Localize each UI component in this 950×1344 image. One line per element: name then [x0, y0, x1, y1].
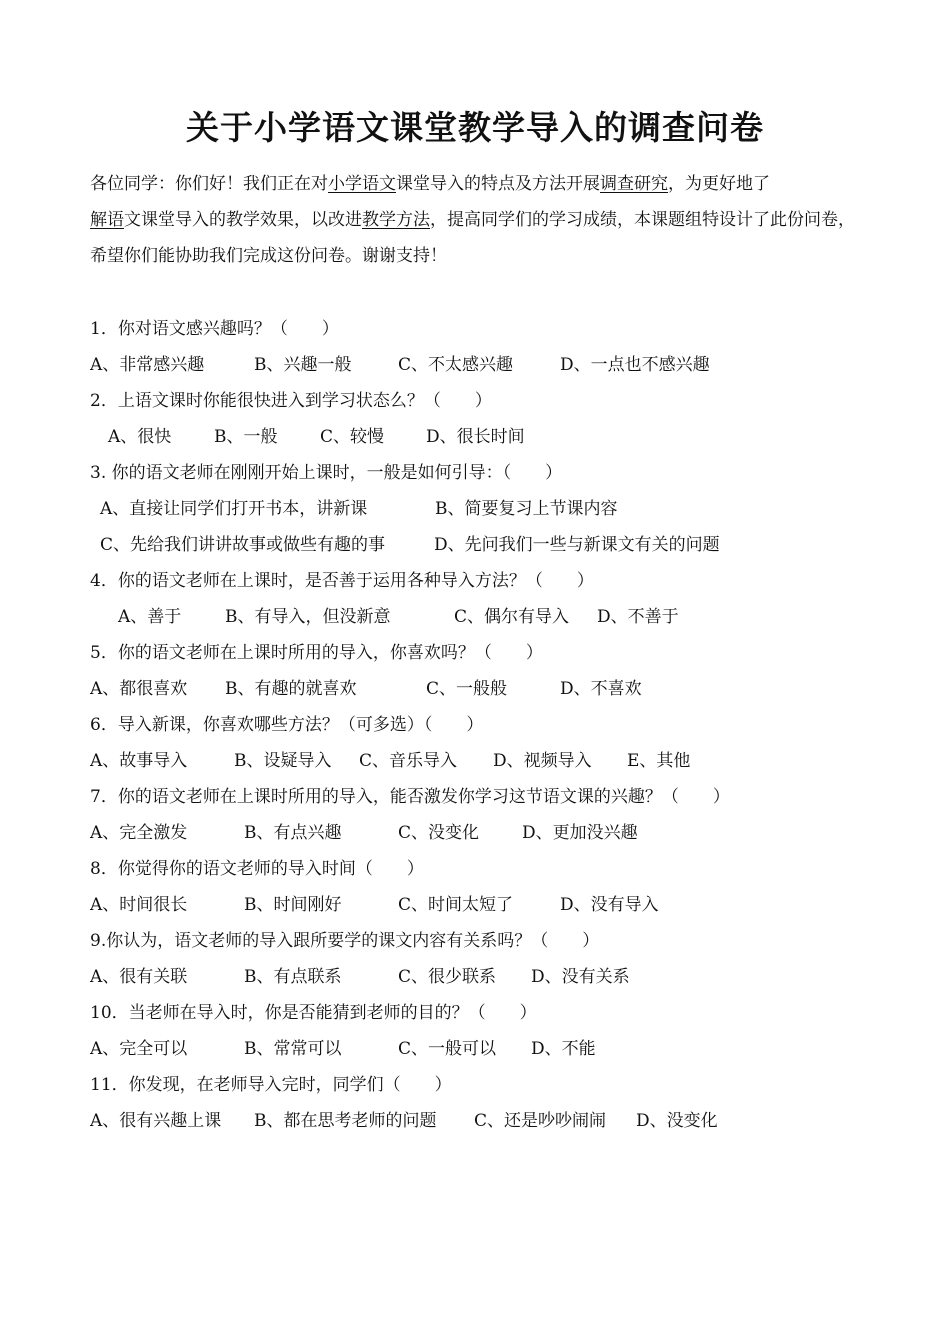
- option-b: B、有趣的就喜欢: [225, 679, 357, 699]
- option-c: C、没变化: [398, 823, 480, 843]
- intro-underlined-term: 教学方法: [362, 210, 430, 230]
- option-c: C、很少联系: [398, 967, 497, 987]
- option-a: A、非常感兴趣: [90, 355, 205, 375]
- question-5-options: [0, 671, 950, 707]
- question-5: 5．你的语文老师在上课时所用的导入，你喜欢吗？（ ）: [90, 643, 543, 663]
- option-d: D、不能: [531, 1039, 596, 1059]
- question-9-options: [0, 959, 950, 995]
- question-3: 3. 你的语文老师在刚刚开始上课时，一般是如何引导：（ ）: [90, 463, 563, 483]
- option-a: A、都很喜欢: [90, 679, 188, 699]
- question-10-options: [0, 1031, 950, 1067]
- intro-paragraph: [90, 166, 860, 274]
- option-c: C、一般般: [426, 679, 508, 699]
- question-10: 10．当老师在导入时，你是否能猜到老师的目的？（ ）: [90, 1003, 537, 1023]
- option-b: B、常常可以: [244, 1039, 342, 1059]
- option-d: D、更加没兴趣: [522, 823, 638, 843]
- option-d: D、没变化: [636, 1111, 718, 1131]
- option-d: D、很长时间: [426, 427, 525, 447]
- intro-underlined-term: 调查研究: [600, 174, 668, 194]
- intro-text: ，为更好地了: [668, 174, 770, 194]
- option-b: B、兴趣一般: [254, 355, 352, 375]
- option-d: D、不善于: [597, 607, 679, 627]
- question-11-options: [0, 1103, 950, 1139]
- question-3-options-row1: [0, 491, 950, 527]
- option-d: D、不喜欢: [560, 679, 642, 699]
- question-4-options: [0, 599, 950, 635]
- option-a: A、很快: [108, 427, 172, 447]
- option-d: D、先问我们一些与新课文有关的问题: [434, 535, 720, 555]
- option-c: C、一般可以: [398, 1039, 497, 1059]
- question-2: 2．上语文课时你能很快进入到学习状态么？（ ）: [90, 391, 492, 411]
- question-3-options-row2: [0, 527, 950, 563]
- intro-text: 文课堂导入的教学效果，以改进: [124, 210, 362, 230]
- option-c: C、先给我们讲讲故事或做些有趣的事: [100, 535, 386, 555]
- question-6-options: [0, 743, 950, 779]
- option-d: D、没有导入: [560, 895, 659, 915]
- question-1-options: [0, 347, 950, 383]
- option-b: B、有点联系: [244, 967, 342, 987]
- question-7: 7．你的语文老师在上课时所用的导入，能否激发你学习这节语文课的兴趣？（ ）: [90, 787, 730, 807]
- option-c: C、偶尔有导入: [454, 607, 570, 627]
- option-b: B、简要复习上节课内容: [435, 499, 618, 519]
- option-b: B、设疑导入: [234, 751, 332, 771]
- option-a: A、直接让同学们打开书本，讲新课: [100, 499, 368, 519]
- intro-text: 各位同学：你们好！我们正在对: [90, 174, 328, 194]
- option-a: A、完全可以: [90, 1039, 188, 1059]
- option-a: A、完全激发: [90, 823, 188, 843]
- question-4: 4．你的语文老师在上课时，是否善于运用各种导入方法？（ ）: [90, 571, 594, 591]
- question-list: [0, 311, 950, 1139]
- intro-text: 课堂导入的特点及方法开展: [396, 174, 600, 194]
- question-8: 8．你觉得你的语文老师的导入时间（ ）: [90, 859, 424, 879]
- option-b: B、一般: [214, 427, 278, 447]
- option-c: C、时间太短了: [398, 895, 514, 915]
- page-title: 关于小学语文课堂教学导入的调查问卷: [186, 108, 764, 147]
- option-a: A、善于: [118, 607, 182, 627]
- question-6: 6．导入新课，你喜欢哪些方法？（可多选）（ ）: [90, 715, 484, 735]
- question-2-options: [0, 419, 950, 455]
- option-d: D、视频导入: [493, 751, 592, 771]
- option-c: C、还是吵吵闹闹: [474, 1111, 607, 1131]
- option-c: C、较慢: [320, 427, 385, 447]
- option-a: A、很有兴趣上课: [90, 1111, 222, 1131]
- option-b: B、有导入，但没新意: [225, 607, 391, 627]
- intro-underlined-term: 解语: [90, 210, 124, 230]
- intro-text: ，提高同学们的学习成绩，本课题组特设计了此份问卷，希望你们能协助我们完成这份问卷。谢谢支持！: [90, 210, 855, 266]
- question-1: 1．你对语文感兴趣吗？（ ）: [90, 319, 339, 339]
- option-b: B、时间刚好: [244, 895, 342, 915]
- question-8-options: [0, 887, 950, 923]
- option-a: A、故事导入: [90, 751, 188, 771]
- option-d: D、没有关系: [531, 967, 630, 987]
- option-b: B、有点兴趣: [244, 823, 342, 843]
- option-a: A、很有关联: [90, 967, 188, 987]
- option-e: E、其他: [627, 751, 691, 771]
- option-d: D、一点也不感兴趣: [560, 355, 710, 375]
- option-a: A、时间很长: [90, 895, 188, 915]
- question-11: 11．你发现，在老师导入完时，同学们（ ）: [90, 1075, 452, 1095]
- question-7-options: [0, 815, 950, 851]
- option-c: C、不太感兴趣: [398, 355, 514, 375]
- option-c: C、音乐导入: [359, 751, 458, 771]
- option-b: B、都在思考老师的问题: [254, 1111, 437, 1131]
- intro-underlined-term: 小学语文: [328, 174, 396, 194]
- question-9: 9.你认为，语文老师的导入跟所要学的课文内容有关系吗？（ ）: [90, 931, 600, 951]
